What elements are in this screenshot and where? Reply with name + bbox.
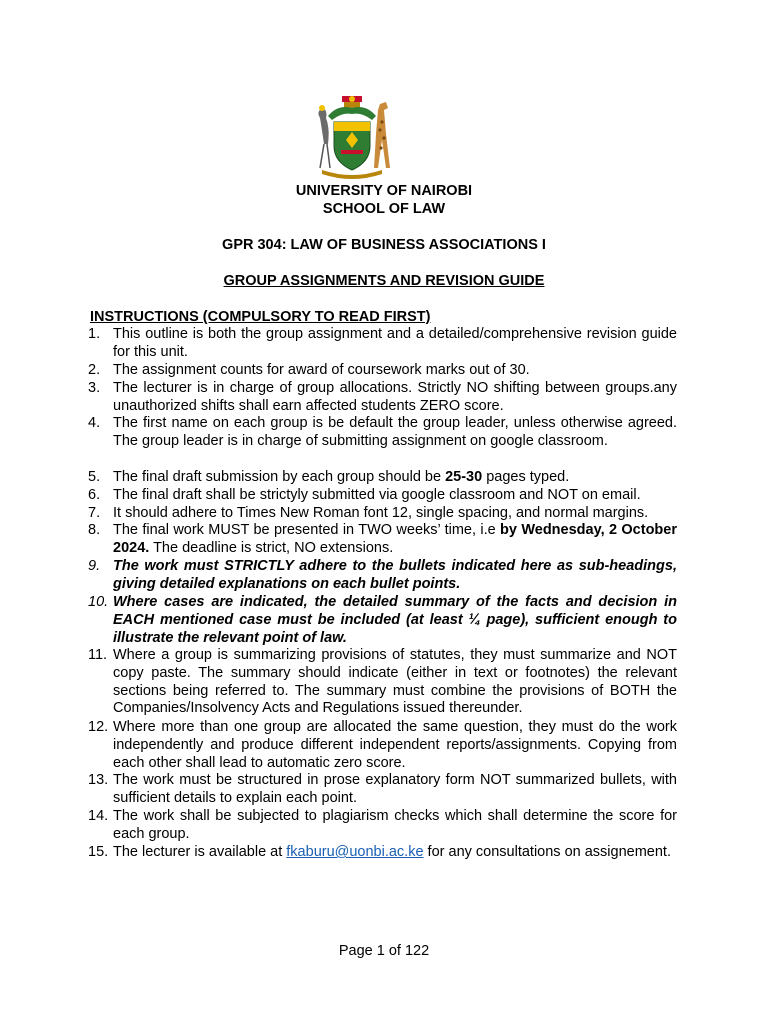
school-name: SCHOOL OF LAW — [322, 201, 446, 217]
item-text — [113, 844, 677, 862]
list-item — [88, 522, 677, 558]
item-text — [113, 469, 677, 487]
doc-title-row — [0, 272, 768, 290]
university-crest-icon — [298, 94, 406, 180]
item-text: The assignment counts for award of coursework marks out of 30. — [113, 362, 530, 378]
item-number: 14. — [88, 808, 109, 824]
list-item — [88, 558, 677, 594]
list-item — [88, 505, 677, 523]
item-text: The work shall be subjected to plagiarism checks which shall determine the score for each group. — [113, 808, 677, 842]
item-number: 15. — [88, 844, 109, 860]
item-number: 1. — [88, 326, 101, 342]
item-text: The work must be structured in prose explanatory form NOT summarized bullets, with sufficient details to explain each point. — [113, 772, 677, 806]
deadline-date: by Wednesday, 2 October 2024. — [113, 522, 677, 556]
item-text-part: for any consultations on assignement. — [423, 844, 671, 860]
list-item — [88, 844, 677, 862]
item-text: The first name on each group is be default the group leader, unless otherwise agreed. The group leader is in charge of submitting assignment on google classroom. — [113, 415, 677, 449]
item-text-part: The deadline is strict, NO extensions. — [149, 539, 394, 556]
list-item — [88, 808, 677, 844]
item-text: Where more than one group are allocated the same question, they must do the work independently and produce different independent reports/assignments. Copying from each other shall lead to automatic zero score. — [113, 719, 677, 771]
item-text: This outline is both the group assignment and a detailed/comprehensive revision guide for this unit. — [113, 326, 677, 360]
list-item — [88, 594, 677, 647]
item-number: 4. — [88, 415, 101, 431]
item-text: The final draft shall be strictyly submitted via google classroom and NOT on email. — [113, 487, 641, 503]
item-text: It should adhere to Times New Roman font 12, single spacing, and normal margins. — [113, 505, 649, 521]
item-number: 12. — [88, 719, 109, 735]
item-text-part: The final draft submission by each group should be — [113, 469, 446, 485]
item-number: 6. — [88, 487, 101, 503]
list-item — [88, 415, 677, 451]
document-title: GROUP ASSIGNMENTS AND REVISION GUIDE — [223, 273, 545, 289]
item-text-part: The lecturer is available at — [113, 844, 287, 860]
item-text — [113, 522, 677, 558]
item-number: 13. — [88, 772, 109, 788]
item-text: Where a group is summarizing provisions of statutes, they must summarize and NOT copy paste. The summary should indicate (either in text or footnotes) the relevant sections being referred to. The summary must combine the provisions of BOTH the Companies/Insolvency Acts and Regulations issued thereunder. — [113, 647, 677, 717]
item-text: Where cases are indicated, the detailed summary of the facts and decision in EACH mentioned case must be included (at least ¼ page), sufficient enough to illustrate the relevant point of law. — [113, 594, 677, 646]
item-text-part: The final work MUST be presented in TWO weeks’ time, i.e — [113, 522, 501, 538]
item-number: 5. — [88, 469, 101, 485]
item-number: 11. — [88, 647, 108, 663]
list-item — [88, 772, 677, 808]
item-number: 2. — [88, 362, 101, 378]
item-text: The work must STRICTLY adhere to the bullets indicated here as sub-headings, giving detailed explanations on each bullet points. — [113, 558, 677, 592]
item-number: 7. — [88, 505, 101, 521]
instructions-heading: INSTRUCTIONS (COMPULSORY TO READ FIRST) — [90, 309, 431, 325]
list-item — [88, 647, 677, 718]
item-text-part: pages typed. — [482, 469, 570, 485]
lecturer-email-link[interactable]: fkaburu@uonbi.ac.ke — [286, 844, 424, 860]
list-item — [88, 362, 677, 380]
list-item — [88, 469, 677, 487]
course-title: GPR 304: LAW OF BUSINESS ASSOCIATIONS I — [222, 237, 546, 253]
item-number: 3. — [88, 380, 101, 396]
item-number: 9. — [88, 558, 101, 574]
list-item — [88, 487, 677, 505]
item-number: 10. — [88, 594, 109, 610]
list-item — [88, 719, 677, 772]
item-text: The lecturer is in charge of group allocations. Strictly NO shifting between groups.any unauthorized shifts shall earn affected students ZERO score. — [113, 380, 677, 414]
list-item — [88, 326, 677, 362]
list-item — [88, 380, 677, 416]
item-number: 8. — [88, 522, 101, 538]
page-number: Page 1 of 122 — [338, 943, 430, 959]
page-count: 25-30 — [445, 469, 483, 485]
university-name: UNIVERSITY OF NAIROBI — [295, 183, 473, 199]
